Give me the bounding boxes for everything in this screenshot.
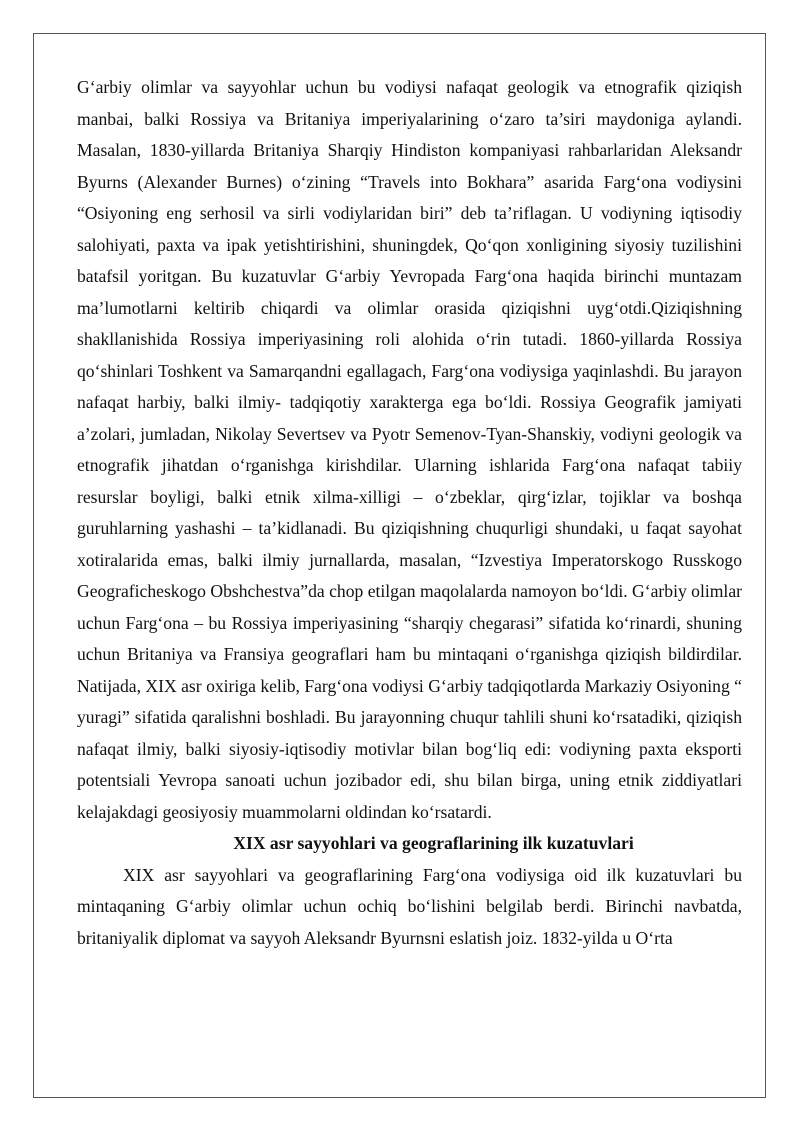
body-paragraph: G‘arbiy olimlar va sayyohlar uchun bu vodiysi nafaqat geologik va etnografik qiziqish manbai, balki Rossiya va Britaniya imperiyalarining o‘zaro ta’siri maydoniga aylandi. Masalan, 1830-yillarda Britaniya Sharqiy Hindiston kompaniyasi rahbarlaridan Aleksandr Byurns (Alexander Burnes) o‘zining “Travels into Bokhara” asarida Farg‘ona vodiysini “Osiyoning eng serhosil va sirli vodiylaridan biri” deb ta’riflagan. U vodiyning iqtisodiy salohiyati, paxta va ipak yetishtirishini, shuningdek, Qo‘qon xonligining siyosiy tuzilishini batafsil yoritgan. Bu kuzatuvlar G‘arbiy Yevropada Farg‘ona haqida birinchi muntazam ma’lumotlarni keltirib chiqardi va olimlar orasida qiziqishni uyg‘otdi.Qiziqishning shakllanishida Rossiya imperiyasining roli alohida o‘rin tutadi. 1860-yillarda Rossiya qo‘shinlari Toshkent va Samarqandni egallagach, Farg‘ona vodiysiga yaqinlashdi. Bu jarayon nafaqat harbiy, balki ilmiy- tadqiqotiy xarakterga ega bo‘ldi. Rossiya Geografik jamiyati a’zolari, jumladan, Nikolay Severtsev va Pyotr Semenov-Tyan-Shanskiy, vodiyni geologik va etnografik jihatdan o‘rganishga kirishdilar. Ularning ishlarida Farg‘ona nafaqat tabiiy resurslar boyligi, balki etnik xilma-xilligi – o‘zbeklar, qirg‘izlar, tojiklar va boshqa guruhlarning yashashi – ta’kidlanadi. Bu qiziqishning chuqurligi shundaki, u faqat sayohat xotiralarida emas, balki ilmiy jurnallarda, masalan, “Izvestiya Imperatorskogo Russkogo Geograficheskogo Obshchestva”da chop etilgan maqolalarda namoyon bo‘ldi. G‘arbiy olimlar uchun Farg‘ona – bu Rossiya imperiyasining “sharqiy chegarasi” sifatida ko‘rinardi, shuning uchun Britaniya va Fransiya geograflari ham bu mintaqani o‘rganishga qiziqish bildirdilar. Natijada, XIX asr oxiriga kelib, Farg‘ona vodiysi G‘arbiy tadqiqotlarda Markaziy Osiyoning “ yuragi” sifatida qaralishni boshladi. Bu jarayonning chuqur tahlili shuni ko‘rsatadiki, qiziqish nafaqat ilmiy, balki siyosiy-iqtisodiy motivlar bilan bog‘liq edi: vodiyning paxta eksporti potentsiali Yevropa sanoati uchun jozibador edi, shu bilan birga, uning etnik ziddiyatlari kelajakdagi geosiyosiy muammolarni oldindan ko‘rsatardi. [77, 77, 742, 822]
body-paragraph: XIX asr sayyohlari va geograflarining Farg‘ona vodiysiga oid ilk kuzatuvlari bu mintaqaning G‘arbiy olimlar uchun ochiq bo‘lishini belgilab berdi. Birinchi navbatda, britaniyalik diplomat va sayyoh Aleksandr Byurnsni eslatish joiz. 1832-yilda u O‘rta [77, 864, 742, 948]
document-body [77, 72, 742, 954]
section-heading: XIX asr sayyohlari va geograflarining ilk kuzatuvlari [233, 833, 634, 853]
